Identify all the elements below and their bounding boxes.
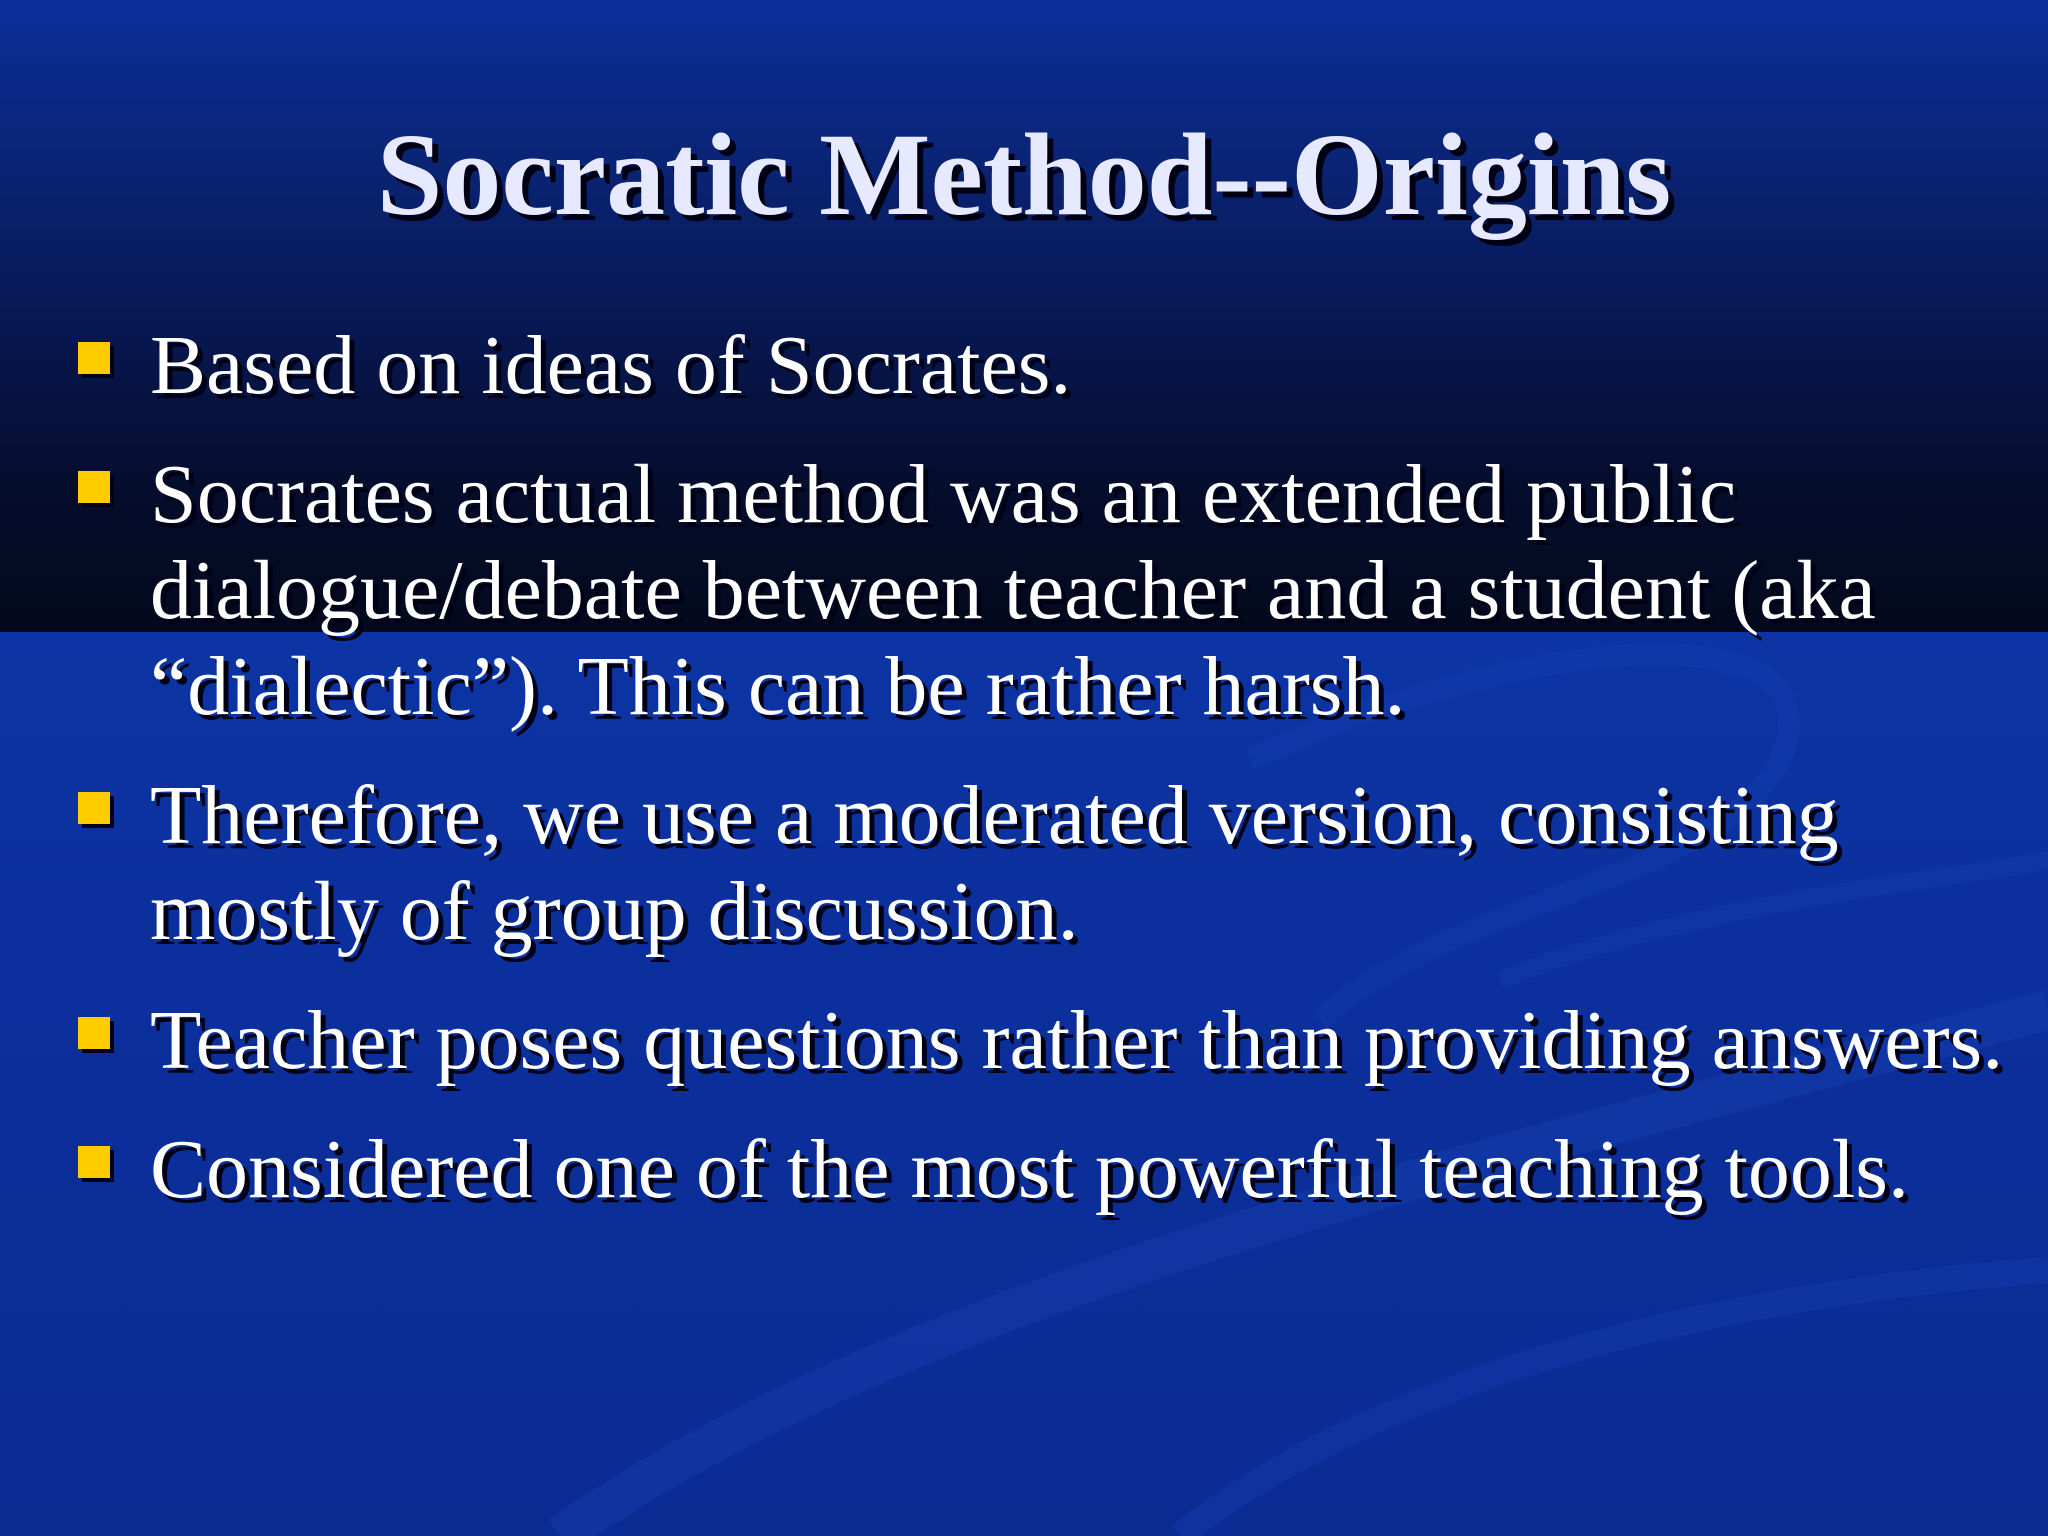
- bullet-item: [0, 993, 2048, 1089]
- square-bullet-icon: [78, 1146, 110, 1178]
- slide-title: Socratic Method--Origins: [376, 109, 1672, 240]
- bullet-text: Based on ideas of Socrates.: [150, 319, 1072, 412]
- square-bullet-icon: [78, 792, 110, 824]
- bullet-item: [0, 1122, 2048, 1218]
- bullet-text: Teacher poses questions rather than providing answers.: [150, 994, 2004, 1087]
- square-bullet-icon: [78, 471, 110, 503]
- bullet-item: [0, 768, 2048, 960]
- bullet-item: [0, 318, 2048, 414]
- bullet-text: Therefore, we use a moderated version, consisting mostly of group discussion.: [150, 769, 1839, 958]
- square-bullet-icon: [78, 342, 110, 374]
- square-bullet-icon: [78, 1017, 110, 1049]
- bullet-text: Considered one of the most powerful teaching tools.: [150, 1123, 1909, 1216]
- bullet-item: [0, 447, 2048, 735]
- bullet-text: Socrates actual method was an extended public dialogue/debate between teacher and a student (aka “dialectic”). This can be rather harsh.: [150, 448, 1876, 733]
- bullet-list: [0, 318, 2048, 1251]
